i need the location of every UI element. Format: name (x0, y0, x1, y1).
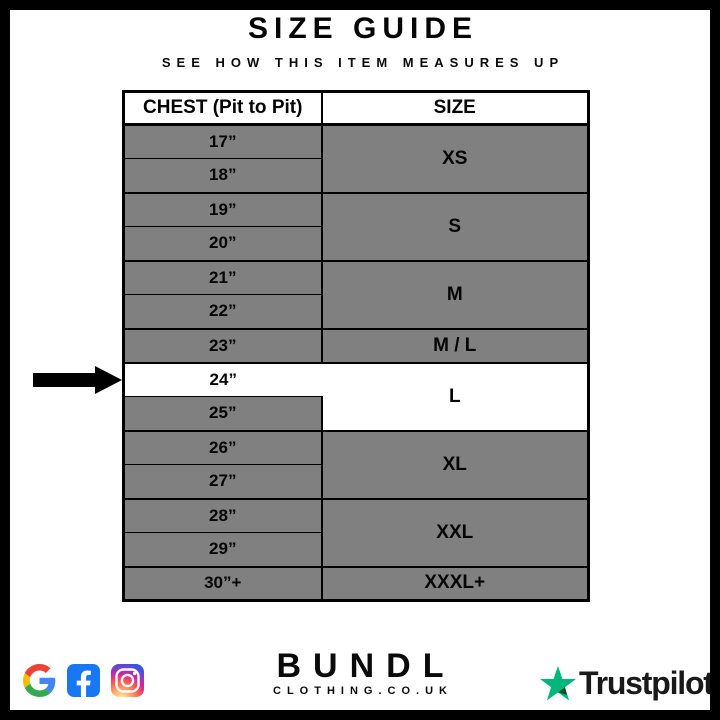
trustpilot-label: Trustpilot (579, 665, 713, 701)
chest-cell: 22” (124, 295, 322, 329)
chest-column-header: CHEST (Pit to Pit) (124, 92, 322, 125)
size-cell: L (322, 363, 589, 431)
brand-domain: CLOTHING.CO.UK (273, 685, 453, 697)
chest-cell: 25” (124, 397, 322, 431)
trustpilot-star-icon (540, 666, 576, 702)
chest-cell: 28” (124, 499, 322, 533)
table-row (124, 193, 589, 227)
size-cell: XXXL+ (322, 567, 589, 601)
size-cell: S (322, 193, 589, 261)
chest-cell: 27” (124, 465, 322, 499)
page-subtitle: SEE HOW THIS ITEM MEASURES UP (161, 55, 565, 70)
table-row (124, 567, 589, 601)
table-row (124, 363, 589, 397)
size-table-body (124, 125, 589, 601)
size-cell: XS (322, 125, 589, 193)
table-row (124, 261, 589, 295)
chest-cell: 18” (124, 159, 322, 193)
chest-cell: 30”+ (124, 567, 322, 601)
size-cell: M (322, 261, 589, 329)
chest-cell: 29” (124, 533, 322, 567)
selected-row-arrow-icon (33, 364, 122, 396)
table-header-row (124, 92, 589, 125)
size-cell: M / L (322, 329, 589, 363)
size-column-header: SIZE (322, 92, 589, 125)
table-row (124, 329, 589, 363)
page-title: SIZE GUIDE (247, 12, 479, 45)
chest-cell: 24” (124, 363, 322, 397)
brand-name: BUNDL (276, 647, 456, 685)
chest-cell: 23” (124, 329, 322, 363)
chest-cell: 17” (124, 125, 322, 159)
size-cell: XXL (322, 499, 589, 567)
chest-cell: 19” (124, 193, 322, 227)
chest-cell: 21” (124, 261, 322, 295)
chest-cell: 20” (124, 227, 322, 261)
size-guide-table (122, 90, 590, 602)
chest-cell: 26” (124, 431, 322, 465)
table-row (124, 125, 589, 159)
trustpilot-logo[interactable] (540, 665, 713, 702)
size-cell: XL (322, 431, 589, 499)
table-row (124, 431, 589, 465)
table-row (124, 499, 589, 533)
